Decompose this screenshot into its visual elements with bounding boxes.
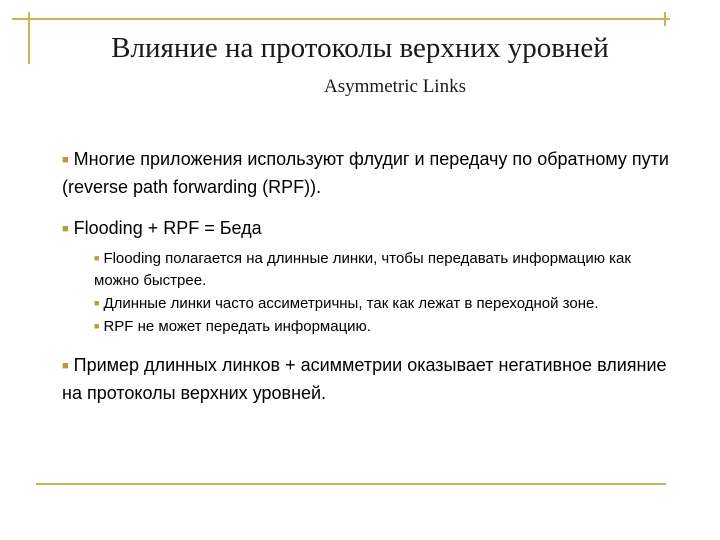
slide-subtitle: Asymmetric Links [324,76,466,97]
sub-bullet-item [94,315,674,338]
square-bullet-icon: ■ [94,253,100,263]
square-bullet-icon: ■ [62,223,69,235]
frame-top-line [12,18,670,20]
bullet-item [62,352,682,407]
bullet-text: Многие приложения используют флудиг и передачу по обратному пути (reverse path forwarding (RPF)). [62,149,669,197]
bullet-text: Пример длинных линков + асимметрии оказывает негативное влияние на протоколы верхних уровней. [62,355,667,403]
sub-bullet-item [94,247,674,292]
square-bullet-icon: ■ [62,154,69,166]
square-bullet-icon: ■ [94,298,100,308]
slide-title: Влияние на протоколы верхних уровней [111,32,609,64]
square-bullet-icon: ■ [94,321,100,331]
bullet-item [62,215,682,243]
square-bullet-icon: ■ [62,360,69,372]
sub-bullet-text: Flooding полагается на длинные линки, чтобы передавать информацию как можно быстрее. [94,250,631,289]
sub-bullet-item [94,292,674,315]
sub-bullet-text: RPF не может передать информацию. [103,318,371,335]
frame-right-tick [664,12,666,26]
frame-left-line [28,12,30,64]
bullet-text: Flooding + RPF = Беда [73,218,262,238]
bullet-item [62,146,682,201]
frame-bottom-line [36,483,666,485]
slide-content [62,146,682,421]
sub-bullet-text: Длинные линки часто ассиметричны, так как лежат в переходной зоне. [103,295,599,312]
sub-bullet-list [94,247,674,338]
